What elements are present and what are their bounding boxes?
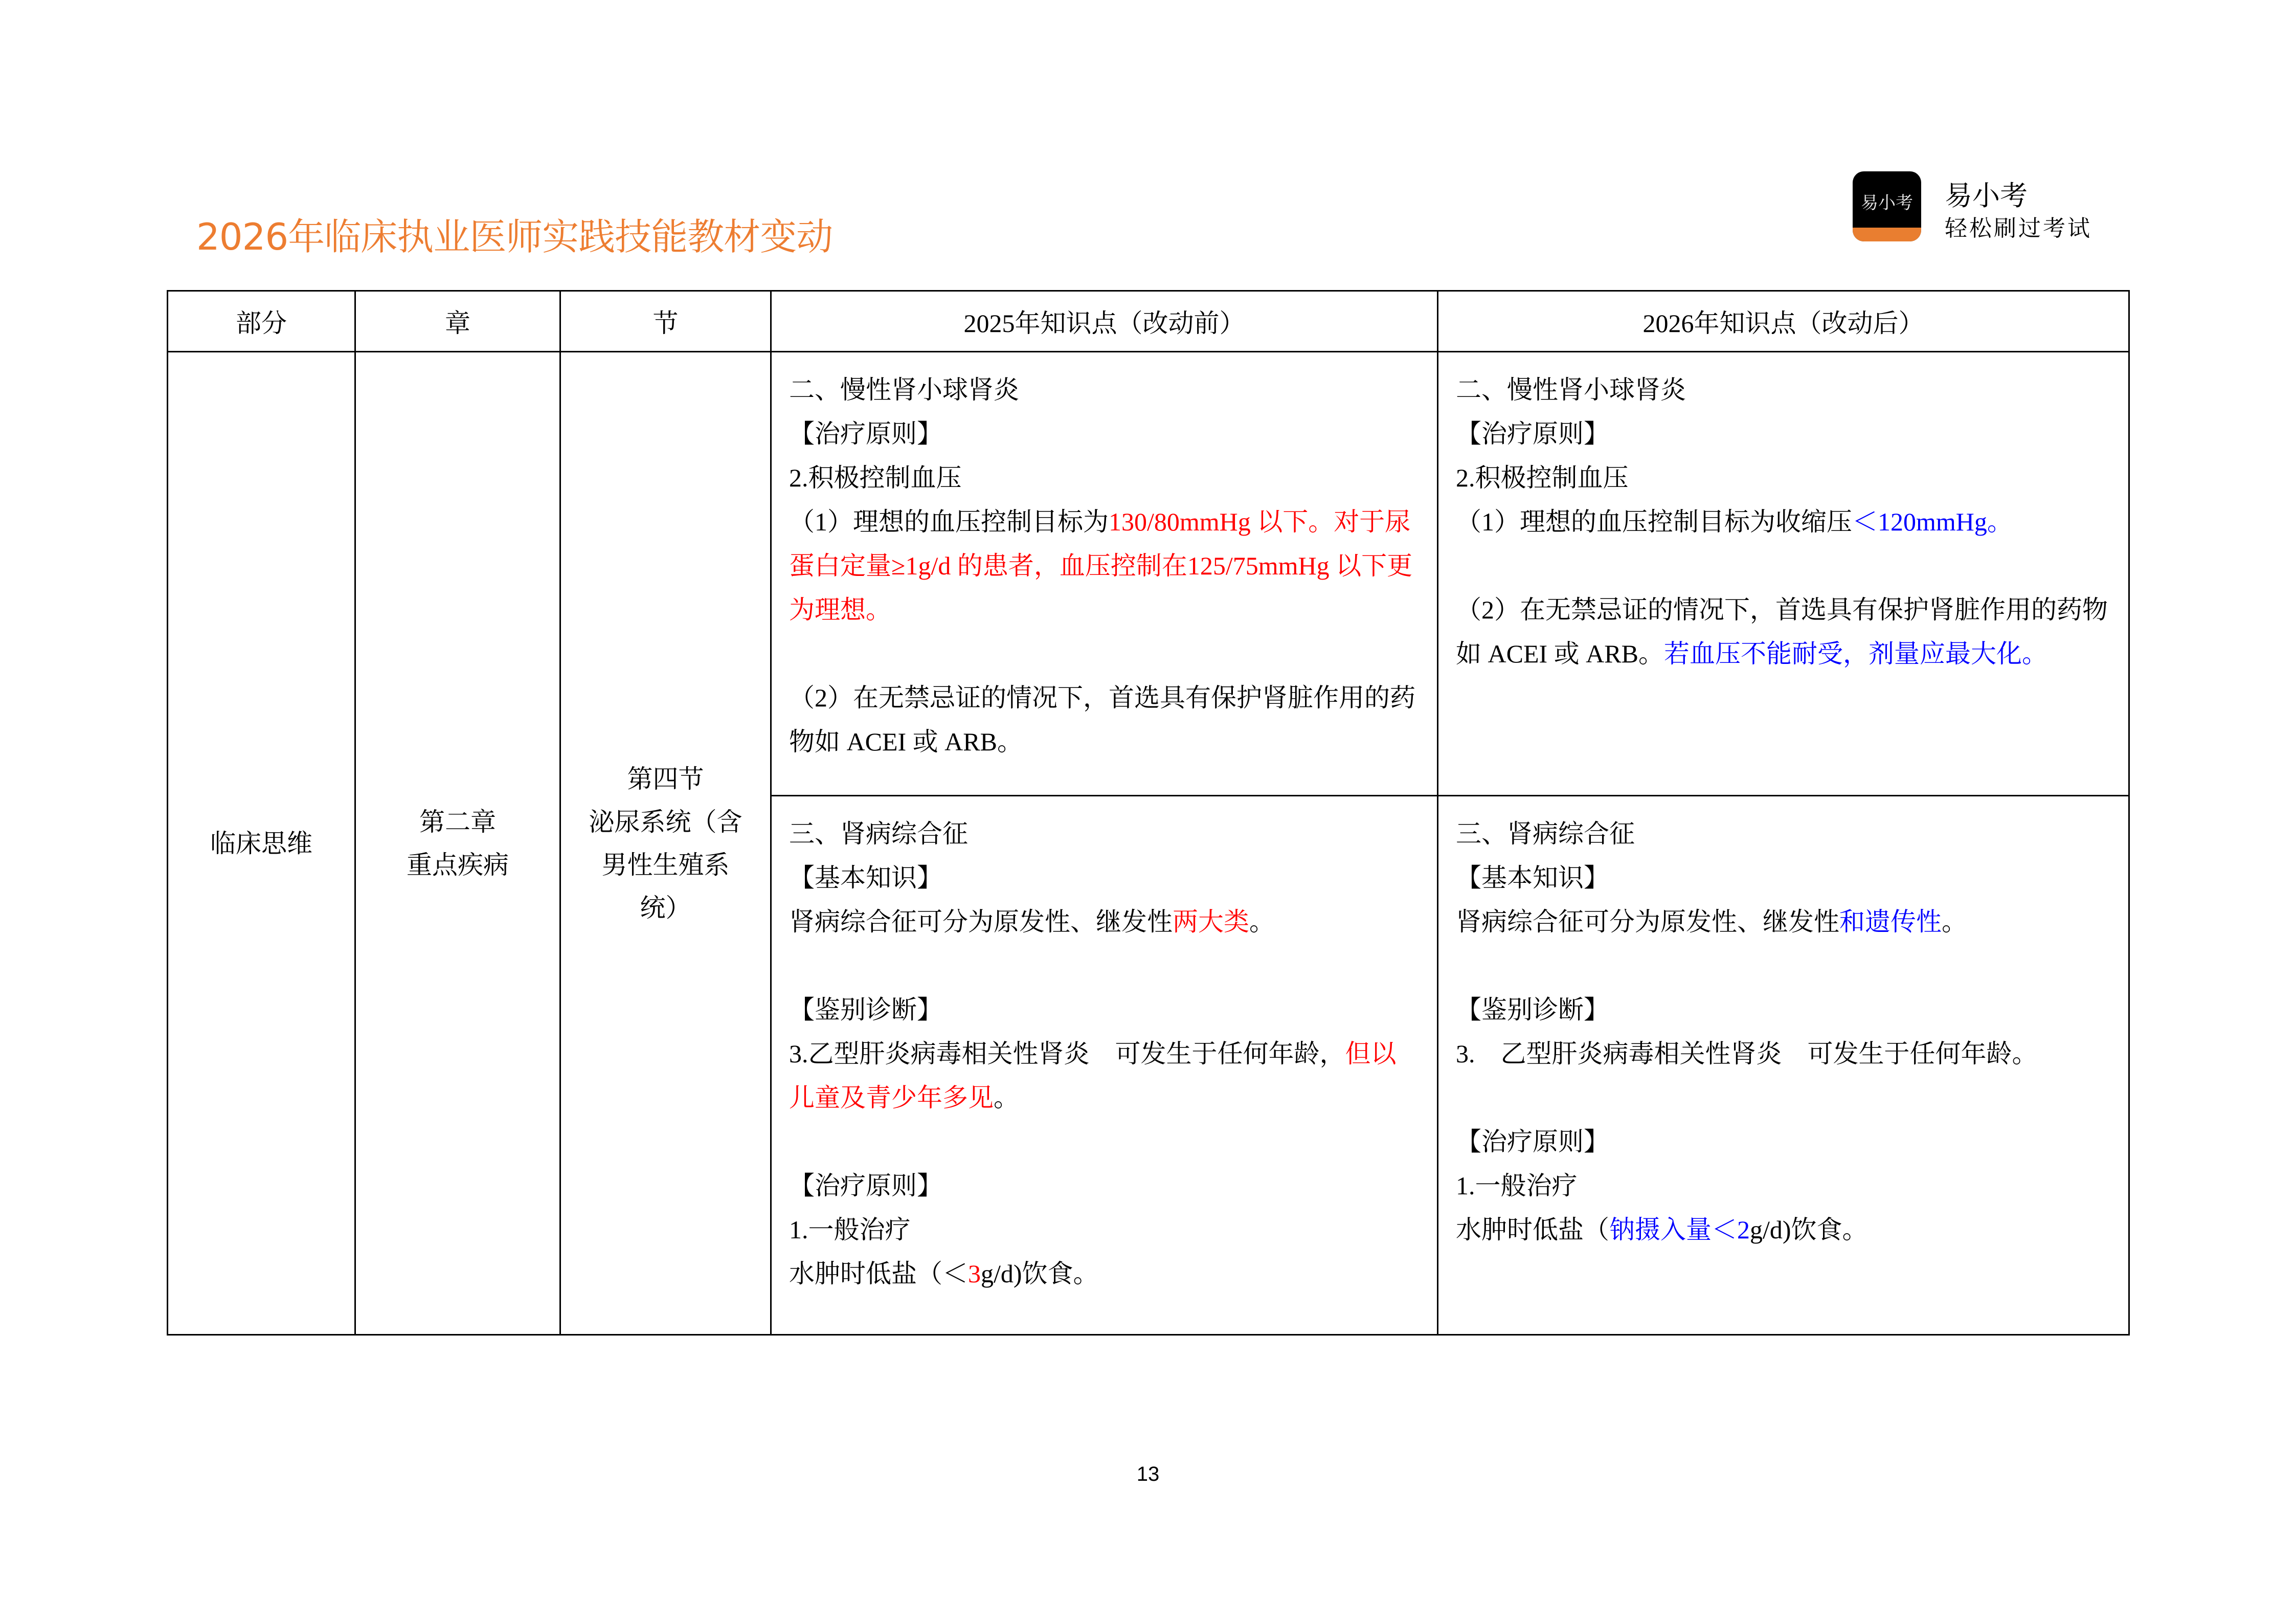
- text-line: [1456, 1164, 2111, 1208]
- text-segment: 二、慢性肾小球肾炎: [789, 375, 1019, 404]
- text-segment: 1.一般治疗: [1456, 1171, 1578, 1200]
- text-line: [1456, 456, 2111, 500]
- page-title: 2026年临床执业医师实践技能教材变动: [196, 215, 833, 258]
- text-segment: 【基本知识】: [789, 863, 942, 892]
- text-line: [789, 856, 1420, 900]
- text-segment: 。: [1942, 907, 1967, 936]
- text-segment: 肾病综合征可分为原发性、继发性: [1456, 907, 1839, 936]
- text-line: [789, 632, 1420, 676]
- removed-text: 3: [968, 1259, 981, 1288]
- text-segment: 三、肾病综合征: [789, 819, 968, 848]
- text-line: [1456, 1120, 2111, 1164]
- text-segment: 三、肾病综合征: [1456, 819, 1635, 848]
- text-segment: 3.乙型肝炎病毒相关性肾炎 可发生于任何年龄，: [789, 1039, 1345, 1068]
- text-segment: 【治疗原则】: [789, 1171, 942, 1200]
- text-line: [1456, 988, 2111, 1032]
- text-line: [789, 456, 1420, 500]
- section-line: 泌尿系统（含: [589, 807, 742, 836]
- added-text: ＜120mmHg。: [1852, 507, 2013, 536]
- removed-text: 130/80mmHg 以下。对于尿蛋白定量≥1g/d 的患者，血压控制在125/75mmHg 以下更为理想。: [789, 507, 1413, 624]
- part-text: 临床思维: [210, 829, 312, 858]
- text-line: [789, 1208, 1420, 1252]
- text-line: [1456, 368, 2111, 412]
- added-text: 和遗传性: [1839, 907, 1942, 936]
- text-segment: （1）理想的血压控制目标为: [789, 507, 1109, 536]
- added-text: 若血压不能耐受，剂量应最大化。: [1663, 639, 2047, 668]
- text-line: [1456, 1032, 2111, 1076]
- table-header-row: [168, 291, 2129, 352]
- section-line: 第四节: [627, 764, 704, 793]
- text-line: [789, 944, 1420, 988]
- text-segment: 。: [1249, 907, 1275, 936]
- text-line: [789, 1164, 1420, 1208]
- text-line: [1456, 544, 2111, 588]
- before-cell: [771, 352, 1438, 796]
- section-line: 统）: [640, 893, 691, 922]
- text-line: [1456, 900, 2111, 944]
- changes-table: [167, 290, 2130, 1336]
- text-line: [789, 412, 1420, 456]
- text-segment: 水肿时低盐（: [1456, 1215, 1609, 1244]
- after-cell: [1438, 352, 2129, 796]
- text-line: [1456, 500, 2111, 544]
- text-line: [1456, 1076, 2111, 1120]
- removed-text: 但以儿童及青少年多见: [789, 1039, 1397, 1112]
- text-segment: 【治疗原则】: [789, 419, 942, 448]
- text-line: [1456, 812, 2111, 856]
- text-segment: g/d)饮食。: [1750, 1215, 1868, 1244]
- text-segment: g/d)饮食。: [981, 1259, 1099, 1288]
- added-text: 钠摄入量＜2: [1609, 1215, 1750, 1244]
- section-cell: [560, 352, 771, 1335]
- text-line: [789, 368, 1420, 412]
- text-line: [1456, 1208, 2111, 1252]
- text-line: [789, 812, 1420, 856]
- text-line: [789, 900, 1420, 944]
- text-line: [789, 1032, 1420, 1120]
- page-number: 13: [1136, 1463, 1160, 1485]
- text-segment: 水肿时低盐（＜: [789, 1259, 968, 1288]
- text-segment: 2.积极控制血压: [789, 463, 962, 492]
- header-after: 2026年知识点（改动后）: [1438, 291, 2129, 352]
- logo-icon-text: 易小考: [1861, 193, 1913, 213]
- text-line: [1456, 412, 2111, 456]
- section-line: 男性生殖系: [601, 850, 730, 879]
- header-part: 部分: [168, 291, 355, 352]
- app-logo-icon: [1853, 171, 1921, 241]
- text-segment: 【鉴别诊断】: [1456, 995, 1609, 1024]
- text-segment: 【治疗原则】: [1456, 419, 1609, 448]
- after-cell: [1438, 796, 2129, 1335]
- text-line: [1456, 856, 2111, 900]
- text-segment: 肾病综合征可分为原发性、继发性: [789, 907, 1173, 936]
- brand-name: 易小考: [1945, 180, 2028, 212]
- text-line: [789, 1120, 1420, 1164]
- header-before: 2025年知识点（改动前）: [771, 291, 1438, 352]
- header-section: 节: [560, 291, 771, 352]
- text-segment: 2.积极控制血压: [1456, 463, 1629, 492]
- text-line: [1456, 588, 2111, 676]
- removed-text: 两大类: [1173, 907, 1249, 936]
- text-segment: 【治疗原则】: [1456, 1127, 1609, 1156]
- text-line: [1456, 944, 2111, 988]
- brand-slogan: 轻松刷过考试: [1945, 215, 2092, 241]
- text-segment: 3. 乙型肝炎病毒相关性肾炎 可发生于任何年龄。: [1456, 1039, 2038, 1068]
- text-line: [789, 1252, 1420, 1296]
- part-cell: [168, 352, 355, 1335]
- header-chapter: 章: [355, 291, 560, 352]
- text-segment: 1.一般治疗: [789, 1215, 911, 1244]
- table-row: [168, 352, 2129, 796]
- logo-accent-bar: [1853, 228, 1921, 241]
- chapter-cell: [355, 352, 560, 1335]
- text-segment: （2）在无禁忌证的情况下，首选具有保护肾脏作用的药物如 ACEI 或 ARB。: [789, 683, 1415, 756]
- text-segment: 二、慢性肾小球肾炎: [1456, 375, 1686, 404]
- chapter-line: 重点疾病: [407, 850, 509, 879]
- text-line: [789, 676, 1420, 764]
- text-segment: 。: [994, 1083, 1019, 1112]
- text-segment: （2）在无禁忌证的情况下，首选具有保护肾脏作用的药物如 ACEI 或 ARB。: [1456, 595, 2108, 668]
- text-segment: 【基本知识】: [1456, 863, 1609, 892]
- chapter-line: 第二章: [419, 807, 496, 836]
- text-segment: （1）理想的血压控制目标为收缩压: [1456, 507, 1852, 536]
- text-line: [789, 500, 1420, 632]
- text-segment: 【鉴别诊断】: [789, 995, 942, 1024]
- before-cell: [771, 796, 1438, 1335]
- text-line: [789, 988, 1420, 1032]
